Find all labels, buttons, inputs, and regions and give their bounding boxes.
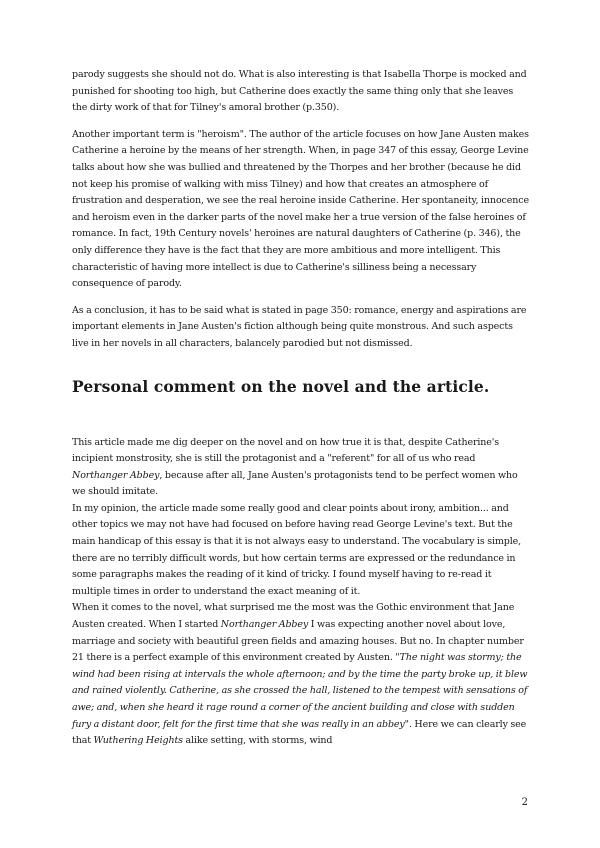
novel-quote: The night was stormy; the wind had been rising at intervals the whole afternoon; and by the time the party broke up, it blew and rained violently. Catherine, as she crossed the hall, listened to the tempest with sensations of awe; and, when she heard it rage round a corner of the ancient building and close with sudden fury a distant door, felt for the first time that she was really in an abbey: [72, 652, 528, 730]
book-title: Wuthering Heights: [93, 735, 183, 747]
section-heading: Personal comment on the novel and the article.: [72, 376, 490, 396]
paragraph-gothic-environment: [72, 600, 529, 749]
paragraph-opinion: In my opinion, the article made some really good and clear points about irony, ambition... and other topics we may not have had focused on before having read George Levine's text. But the main handicap of this essay is that it is not always easy to understand. The vocabulary is simple, there are no terribly difficult words, but how certain terms are expressed or the redundance in some paragraphs makes the reading of it kind of tricky. I found myself having to re-read it multiple times in order to understand the exact meaning of it.: [72, 502, 522, 597]
page-content: [72, 67, 529, 750]
text-segment: When it comes to the novel, what surprised me the most was the Gothic environment that Jane Austen created. When I started: [72, 602, 515, 631]
text-segment: , because after all, Jane Austen's protagonists tend to be perfect women who we should imitate.: [72, 469, 518, 498]
book-title: Northanger Abbey: [220, 619, 309, 631]
text-segment: alike setting, with storms, wind: [182, 735, 333, 747]
paragraph-dig-deeper: [72, 435, 529, 501]
page-number: 2: [521, 797, 528, 808]
paragraph-heroism: Another important term is "heroism". The author of the article focuses on how Jane Austen makes Catherine a heroine by the means of her strength. When, in page 347 of this essay, George Levine talks about how she was bullied and threatened by the Thorpes and her brother (because he did not keep his promise of walking with miss Tilney) and how that creates an atmosphere of frustration and desperation, we see the real heroine inside Catherine. Her spontaneity, innocence and heroism even in the darker parts of the novel make her a true version of the false heroines of romance. In fact, 19th Century novels' heroines are natural daughters of Catherine (p. 346), the only difference they have is the fact that they are more ambitious and more intelligent. This characteristic of having more intellect is due to Catherine's silliness being a necessary consequence of parody.: [72, 128, 529, 290]
book-title: Northanger Abbey: [72, 469, 160, 481]
paragraph-parody-conclusion: parody suggests she should not do. What is also interesting is that Isabella Thorpe is mocked and punished for shooting too high, but Catherine does exactly the same thing only that she leaves the dirty work of that for Tilney's amoral brother (p.350).: [72, 69, 527, 114]
text-segment: ". Here we can clearly see that: [72, 718, 527, 747]
text-segment: I was expecting another novel about love, marriage and society with beautiful green fields and amazing houses. But no. In chapter number 21 there is a perfect example of this environment created by Austen. ": [72, 619, 524, 664]
text-segment: This article made me dig deeper on the novel and on how true it is that, despite Catherine's incipient monstrosity, she is still the protagonist and a "referent" for all of us who read: [72, 436, 500, 465]
paragraph-conclusion: As a conclusion, it has to be said what is stated in page 350: romance, energy and aspirations are important elements in Jane Austen's fiction although being quite monstrous. And such aspects live in her novels in all characters, balancely parodied but not dismissed.: [72, 304, 527, 349]
